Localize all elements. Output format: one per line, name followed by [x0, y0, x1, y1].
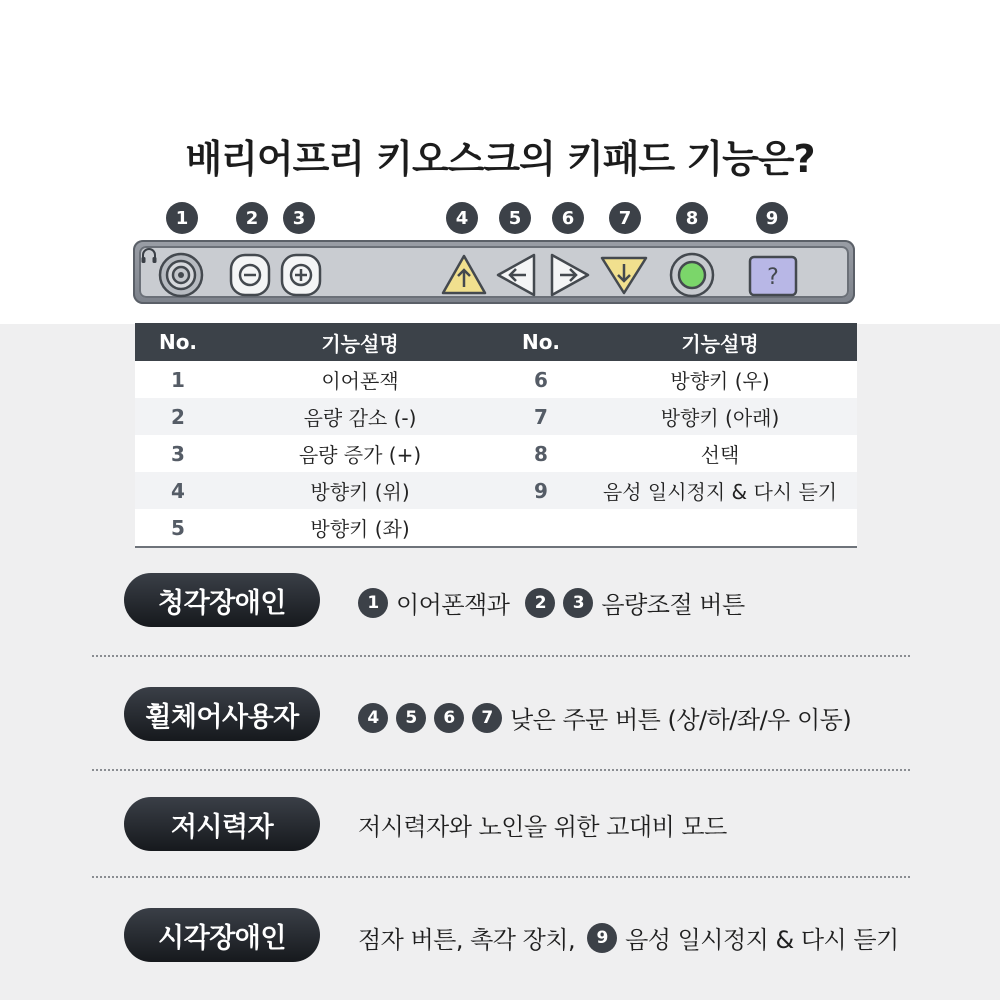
number-badge: 4 [358, 703, 388, 733]
number-badge: 5 [396, 703, 426, 733]
table-header-desc-2: 기능설명 [583, 323, 857, 361]
table-row [135, 398, 857, 435]
number-badge: 9 [587, 923, 617, 953]
table-header-no-2: No. [499, 323, 583, 361]
select-button-icon[interactable] [668, 251, 716, 299]
number-badge-9: 9 [756, 202, 788, 234]
table-cell-desc: 음량 증가 (+) [221, 435, 499, 472]
table-cell-no: 5 [135, 509, 221, 547]
category-low-vision: 저시력자 [124, 797, 320, 851]
table-cell-desc: 방향키 (위) [221, 472, 499, 509]
number-badge: 6 [434, 703, 464, 733]
description-text: 음성 일시정지 & 다시 듣기 [625, 926, 899, 954]
category-hearing-impaired: 청각장애인 [124, 573, 320, 627]
table-cell-no: 6 [499, 361, 583, 398]
category-description [358, 700, 851, 735]
arrow-down-icon[interactable] [599, 254, 649, 296]
dotted-divider [92, 655, 910, 657]
volume-up-icon[interactable] [280, 253, 322, 297]
table-row [135, 435, 857, 472]
table-cell-no: 1 [135, 361, 221, 398]
arrow-up-icon[interactable] [440, 253, 488, 297]
table-header-no: No. [135, 323, 221, 361]
number-badge-2: 2 [236, 202, 268, 234]
category-description [358, 920, 899, 955]
description-text: 낮은 주문 버튼 (상/하/좌/우 이동) [510, 706, 852, 734]
number-badge-5: 5 [499, 202, 531, 234]
description-text: 음량조절 버튼 [601, 591, 745, 619]
earphone-jack-icon[interactable] [155, 252, 207, 298]
table-cell-desc: 방향키 (우) [583, 361, 857, 398]
help-icon[interactable] [748, 255, 798, 297]
number-badge: 1 [358, 588, 388, 618]
number-badge: 7 [472, 703, 502, 733]
table-cell-desc: 선택 [583, 435, 857, 472]
number-badge-1: 1 [166, 202, 198, 234]
dotted-divider [92, 769, 910, 771]
svg-text:?: ? [767, 265, 779, 290]
category-description [358, 807, 727, 842]
arrow-right-icon[interactable] [548, 251, 592, 299]
number-badge: 3 [563, 588, 593, 618]
description-text: 점자 버튼, 촉각 장치, [358, 926, 576, 954]
table-cell-desc: 방향키 (좌) [221, 509, 499, 547]
category-description [358, 585, 745, 620]
category-wheelchair-user: 휠체어사용자 [124, 687, 320, 741]
arrow-left-icon[interactable] [494, 251, 538, 299]
number-badge-8: 8 [676, 202, 708, 234]
description-text: 저시력자와 노인을 위한 고대비 모드 [358, 813, 727, 841]
table-cell-no: 8 [499, 435, 583, 472]
table-cell-no: 4 [135, 472, 221, 509]
volume-down-icon[interactable] [229, 253, 271, 297]
table-row [135, 472, 857, 509]
number-badge: 2 [525, 588, 555, 618]
number-badge-4: 4 [446, 202, 478, 234]
table-cell-desc: 방향키 (아래) [583, 398, 857, 435]
page-title: 배리어프리 키오스크의 키패드 기능은? [185, 137, 815, 181]
table-header-desc: 기능설명 [221, 323, 499, 361]
table-row [135, 361, 857, 398]
table-cell-no: 7 [499, 398, 583, 435]
table-cell-no [499, 509, 583, 547]
function-table [135, 323, 857, 548]
table-cell-no: 3 [135, 435, 221, 472]
dotted-divider [92, 876, 910, 878]
number-badge-3: 3 [283, 202, 315, 234]
table-cell-desc [583, 509, 857, 547]
table-cell-desc: 음량 감소 (-) [221, 398, 499, 435]
number-badge-7: 7 [609, 202, 641, 234]
table-cell-desc: 이어폰잭 [221, 361, 499, 398]
table-cell-desc: 음성 일시정지 & 다시 듣기 [583, 472, 857, 509]
table-cell-no: 2 [135, 398, 221, 435]
table-row [135, 509, 857, 547]
table-cell-no: 9 [499, 472, 583, 509]
number-badge-6: 6 [552, 202, 584, 234]
category-visually-impaired: 시각장애인 [124, 908, 320, 962]
description-text: 이어폰잭과 [396, 591, 510, 619]
